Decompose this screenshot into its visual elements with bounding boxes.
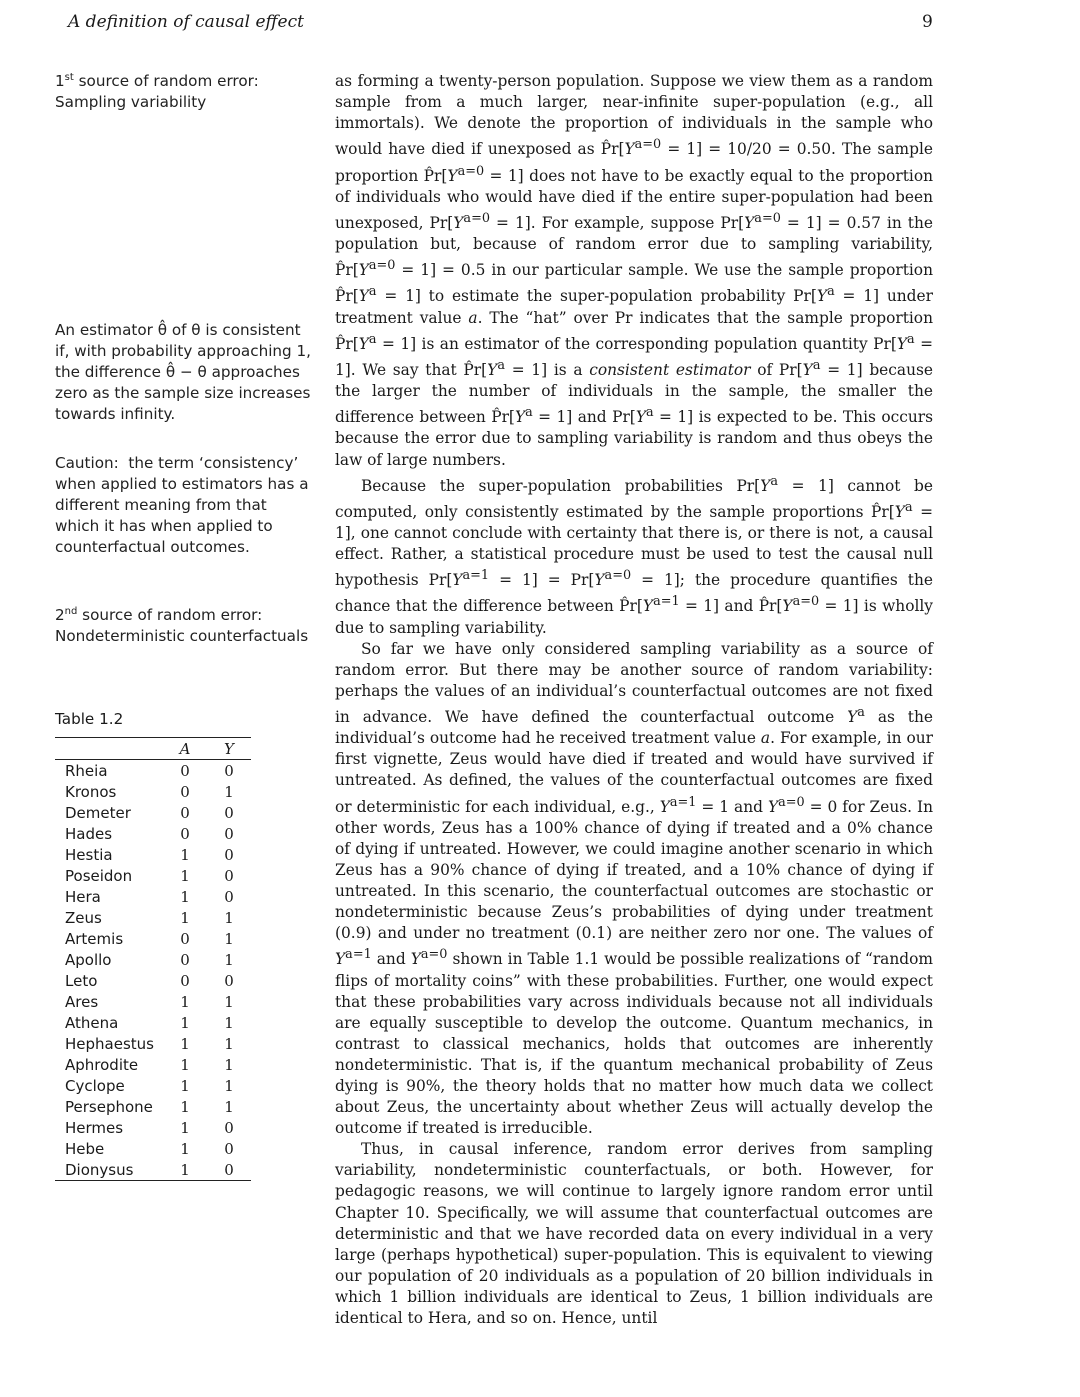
cell-y: 1 — [224, 950, 234, 969]
cell-y: 0 — [224, 971, 234, 990]
row-name: Athena — [65, 1013, 119, 1032]
row-name: Hades — [65, 824, 113, 843]
cell-a: 1 — [180, 1097, 190, 1116]
cell-a: 1 — [180, 1013, 190, 1032]
table-row — [55, 1096, 251, 1117]
cell-y: 1 — [224, 1034, 234, 1053]
table-row — [55, 844, 251, 865]
cell-y: 0 — [224, 1139, 234, 1158]
cell-y: 0 — [224, 866, 234, 885]
body-paragraph: Because the super-population probabilities $Pr[Y^a = 1]$ cannot be computed, only consistently estimated by the sample proportions $P̂r[Y^a = 1]$, one cannot conclude with certainty that there is, or there is not, a causal effect. Rather, a statistical procedure must be used to test the causal null hypothesis $Pr[Y^{a=1} = 1] = Pr[Y^{a=0} = 1]$; the procedure quantifies the chance that the difference between $P̂r[Y^{a=1} = 1]$ and $P̂r[Y^{a=0} = 1]$ is wholly due to sampling variability. — [335, 473, 934, 637]
cell-y: 0 — [224, 1160, 234, 1179]
table-row — [55, 928, 251, 949]
table-row — [55, 1054, 251, 1075]
cell-a: 1 — [180, 1160, 190, 1179]
cell-y: 1 — [224, 929, 234, 948]
table-title: Table 1.2 — [55, 710, 124, 728]
margin-note-nondeterministic: 2nd source of random error: Nondeterministic counterfactuals — [55, 605, 313, 647]
body-paragraph: So far we have only considered sampling variability as a source of random error. But there may be another source of random variability: perhaps the values of an individual’s counterfactual outcomes are not fixed in advance. We have defined the counterfactual outcome $Y^a$ as the individual’s outcome had he received treatment value a. For example, in our first vignette, Zeus would have died if treated and would have survived if untreated. As defined, the values of the counterfactual outcomes are fixed or deterministic for each individual, e.g., $Y^{a=1} = 1$ and $Y^{a=0} = 0$ for Zeus. In other words, Zeus has a 100% chance of dying if treated and a 0% chance of dying if untreated. However, we could imagine another scenario in which Zeus has a 90% chance of dying if treated, and a 10% chance of dying if untreated. In this scenario, the counterfactual outcomes are stochastic or nondeterministic because Zeus’s probabilities of dying under treatment (0.9) and under no treatment (0.1) are neither zero nor one. The values of $Y^{a=1}$ and $Y^{a=0}$ shown in Table 1.1 would be possible realizations of “random flips of mortality coins” with these probabilities. Further, one would expect that these probabilities vary across individuals because not all individuals are equally susceptible to develop the outcome. Quantum mechanics, in contrast to classical mechanics, holds that outcomes are inherently nondeterministic. That is, if the quantum mechanical probability of Zeus dying is 90%, the theory holds that no matter how much data we collect about Zeus, the uncertainty about whether Zeus will actually develop the outcome if treated is irreducible. — [335, 639, 934, 1138]
margin-note-sampling-variability: 1st source of random error: Sampling variability — [55, 71, 313, 113]
cell-a: 1 — [180, 887, 190, 906]
cell-y: 0 — [224, 845, 234, 864]
page-number: 9 — [922, 12, 933, 32]
row-name: Hera — [65, 887, 101, 906]
table-row — [55, 1117, 251, 1138]
table-row — [55, 1033, 251, 1054]
row-name: Apollo — [65, 950, 112, 969]
row-name: Aphrodite — [65, 1055, 139, 1074]
cell-a: 0 — [180, 824, 190, 843]
cell-a: 0 — [180, 971, 190, 990]
row-name: Poseidon — [65, 866, 133, 885]
table-row — [55, 1012, 251, 1033]
row-name: Zeus — [65, 908, 102, 927]
row-name: Demeter — [65, 803, 131, 822]
row-name: Persephone — [65, 1097, 153, 1116]
cell-a: 1 — [180, 1034, 190, 1053]
cell-a: 1 — [180, 845, 190, 864]
table-row — [55, 823, 251, 844]
table-row — [55, 949, 251, 970]
margin-note-caution: Caution: the term ‘consistency’ when applied to estimators has a different meaning from that which it has when applied to counterfactual outcomes. — [55, 454, 309, 556]
cell-y: 0 — [224, 761, 234, 780]
row-name: Hermes — [65, 1118, 124, 1137]
table-row — [55, 991, 251, 1012]
table-row — [55, 886, 251, 907]
row-name: Hebe — [65, 1139, 105, 1158]
table-row — [55, 970, 251, 991]
row-name: Hestia — [65, 845, 113, 864]
row-name: Hephaestus — [65, 1034, 154, 1053]
row-name: Ares — [65, 992, 99, 1011]
cell-a: 0 — [180, 761, 190, 780]
cell-y: 1 — [224, 992, 234, 1011]
data-table — [55, 737, 251, 1181]
table-row — [55, 1138, 251, 1159]
margin-note-line: Sampling variability — [55, 93, 207, 111]
cell-y: 1 — [224, 1055, 234, 1074]
cell-a: 0 — [180, 950, 190, 969]
cell-a: 1 — [180, 1139, 190, 1158]
row-name: Leto — [65, 971, 98, 990]
cell-y: 1 — [224, 782, 234, 801]
cell-y: 0 — [224, 887, 234, 906]
table-header-row — [55, 738, 251, 760]
cell-a: 0 — [180, 782, 190, 801]
row-name: Rheia — [65, 761, 108, 780]
cell-y: 0 — [224, 824, 234, 843]
row-name: Dionysus — [65, 1160, 134, 1179]
cell-y: 1 — [224, 1013, 234, 1032]
row-name: Cyclope — [65, 1076, 125, 1095]
margin-note-consistent-estimator: An estimator θ̂ of θ is consistent if, with probability approaching 1, the difference θ̂ − θ approaches zero as the sample size increases towards infinity. — [55, 321, 312, 423]
cell-y: 1 — [224, 908, 234, 927]
table-row — [55, 760, 251, 782]
cell-y: 0 — [224, 803, 234, 822]
cell-y: 1 — [224, 1097, 234, 1116]
cell-a: 1 — [180, 1118, 190, 1137]
cell-a: 0 — [180, 803, 190, 822]
table-row — [55, 1075, 251, 1096]
cell-a: 1 — [180, 866, 190, 885]
table-row — [55, 907, 251, 928]
column-header-y: Y — [224, 739, 234, 758]
cell-a: 1 — [180, 1076, 190, 1095]
margin-note-line: Nondeterministic counterfactuals — [55, 627, 309, 645]
table-row — [55, 802, 251, 823]
cell-a: 1 — [180, 1055, 190, 1074]
running-header-title: A definition of causal effect — [68, 12, 304, 32]
body-text — [335, 71, 933, 1329]
cell-a: 1 — [180, 992, 190, 1011]
cell-a: 1 — [180, 908, 190, 927]
table-row — [55, 865, 251, 886]
body-paragraph: Thus, in causal inference, random error derives from sampling variability, nondeterministic counterfactuals, or both. However, for pedagogic reasons, we will continue to largely ignore random error until Chapter 10. Specifically, we will assume that counterfactual outcomes are deterministic and that we have recorded data on every individual in a very large (perhaps hypothetical) super-population. This is equivalent to viewing our population of 20 individuals as a population of 20 billion individuals in which 1 billion individuals are identical to Zeus, 1 billion individuals are identical to Hera, and so on. Hence, until — [335, 1140, 933, 1328]
row-name: Artemis — [65, 929, 124, 948]
cell-a: 0 — [180, 929, 190, 948]
table-row — [55, 1159, 251, 1181]
body-paragraph: as forming a twenty-person population. Suppose we view them as a random sample from a much larger, near-infinite super-population (e.g., all immortals). We denote the proportion of individuals in the sample who would have died if unexposed as $P̂r[Y^{a=0} = 1] = 10/20 = 0.50$. The sample proportion $P̂r[Y^{a=0} = 1]$ does not have to be exactly equal to the proportion of individuals who would have died if the entire super-population had been unexposed, $Pr[Y^{a=0} = 1]$. For example, suppose $Pr[Y^{a=0} = 1] = 0.57$ in the population but, because of random error due to sampling variability, $P̂r[Y^{a=0} = 1] = 0.5$ in our particular sample. We use the sample proportion $P̂r[Y^a = 1]$ to estimate the super-population probability $Pr[Y^a = 1]$ under treatment value a. The “hat” over Pr indicates that the sample proportion $P̂r[Y^a = 1]$ is an estimator of the corresponding population quantity $Pr[Y^a = 1]$. We say that $P̂r[Y^a = 1]$ is a consistent estimator of $Pr[Y^a = 1]$ because the larger the number of individuals in the sample, the smaller the difference between $P̂r[Y^a = 1]$ and $Pr[Y^a = 1]$ is expected to be. This occurs because the error due to sampling variability is random and thus obeys the law of large numbers. — [335, 72, 934, 469]
cell-y: 0 — [224, 1118, 234, 1137]
table-row — [55, 781, 251, 802]
row-name: Kronos — [65, 782, 117, 801]
column-header-a: A — [179, 739, 191, 758]
cell-y: 1 — [224, 1076, 234, 1095]
